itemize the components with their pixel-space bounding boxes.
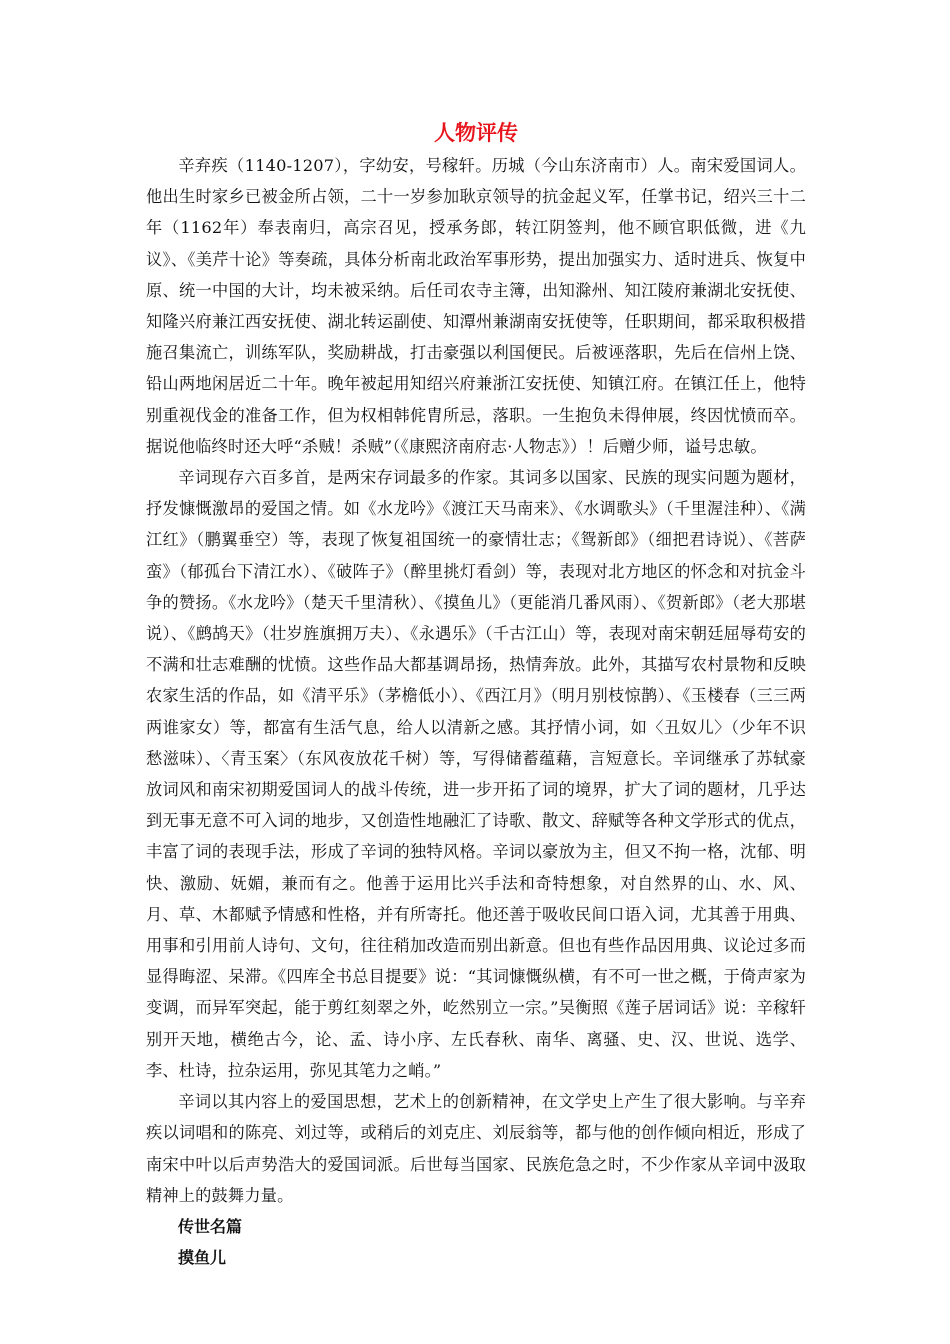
document-page — [146, 118, 806, 1273]
section-heading: 传世名篇 — [178, 1216, 243, 1236]
works-paragraph: 辛词现存六百多首，是两宋存词最多的作家。其词多以国家、民族的现实问题为题材，抒发慷慨激昂的爱国之情。如《水龙吟》《渡江天马南来》、《水调歌头》（千里渥洼种）、《满江红》（鹏翼垂空）等，表现了恢复祖国统一的豪情壮志；《鸳新郎》（细把君诗说）、《菩萨蛮》（郁孤台下清江水）、《破阵子》（醉里挑灯看剑）等，表现对北方地区的怀念和对抗金斗争的赞扬。《水龙吟》（楚天千里清秋）、《摸鱼儿》（更能消几番风雨）、《贺新郎》（老大那堪说）、《鹧鸪天》（壮岁旌旗拥万夫）、《永遇乐》（千古江山）等，表现对南宋朝廷屈辱苟安的不满和壮志难酬的忧愤。这些作品大都基调昂扬，热情奔放。此外，其描写农村景物和反映农家生活的作品，如《清平乐》（茅檐低小）、《西江月》（明月别枝惊鹊）、《玉楼春（三三两两谁家女）等，都富有生活气息，给人以清新之感。其抒情小词，如〈丑奴儿〉（少年不识愁滋味）、〈青玉案〉（东风夜放花千树）等，写得储蓄蕴藉，言短意长。辛词继承了苏轼豪放词风和南宋初期爱国词人的战斗传统，进一步开拓了词的境界，扩大了词的题材，几乎达到无事无意不可入词的地步，又创造性地融汇了诗歌、散文、辞赋等各种文学形式的优点，丰富了词的表现手法，形成了辛词的独特风格。辛词以豪放为主，但又不拘一格，沈郁、明快、激励、妩媚，兼而有之。他善于运用比兴手法和奇特想象，对自然界的山、水、风、月、草、木都赋予情感和性格，并有所寄托。他还善于吸收民间口语入词，尤其善于用典、用事和引用前人诗句、文句，往往稍加改造而别出新意。但也有些作品因用典、议论过多而显得晦涩、呆滞。《四库全书总目提要》说：“其词慷慨纵横，有不可一世之概，于倚声家为变调，而异军突起，能于剪红刻翠之外，屹然别立一宗。”吴衡照《莲子居词话》说：辛稼轩别开天地，横绝古今，论、孟、诗小序、左氏春秋、南华、离骚、史、汉、世说、选学、李、杜诗，拉杂运用，弥见其笔力之峭。” — [146, 468, 806, 1080]
poem-title: 摸鱼儿 — [178, 1248, 227, 1268]
page-title: 人物评传 — [434, 121, 518, 145]
influence-paragraph: 辛词以其内容上的爱国思想，艺术上的创新精神，在文学史上产生了很大影响。与辛弃疾以词唱和的陈亮、刘过等，或稍后的刘克庄、刘辰翁等，都与他的创作倾向相近，形成了南宋中叶以后声势浩大的爱国词派。后世每当国家、民族危急之时，不少作家从辛词中汲取精神上的鼓舞力量。 — [146, 1092, 806, 1205]
biography-paragraph: 辛弃疾（1140-1207），字幼安，号稼轩。历城（今山东济南市）人。南宋爱国词人。他出生时家乡已被金所占领，二十一岁参加耿京领导的抗金起义军，任掌书记，绍兴三十二年（1162年）奉表南归，高宗召见，授承务郎，转江阴签判，他不顾官职低微，进《九议》、《美芹十论》等奏疏，具体分析南北政治军事形势，提出加强实力、适时进兵、恢复中原、统一中国的大计，均未被采纳。后任司农寺主簿，出知滁州、知江陵府兼湖北安抚使、知隆兴府兼江西安抚使、湖北转运副使、知潭州兼湖南安抚使等，任职期间，都采取积极措施召集流亡，训练军队，奖励耕战，打击豪强以利国便民。后被诬落职，先后在信州上饶、铅山两地闲居近二十年。晚年被起用知绍兴府兼浙江安抚使、知镇江府。在镇江任上，他特别重视伐金的准备工作，但为权相韩侂胄所忌，落职。一生抱负未得伸展，终因忧愤而卒。据说他临终时还大呼“杀贼！杀贼”（《康熙济南府志·人物志》）！后赠少师，谥号忠敏。 — [146, 156, 806, 456]
